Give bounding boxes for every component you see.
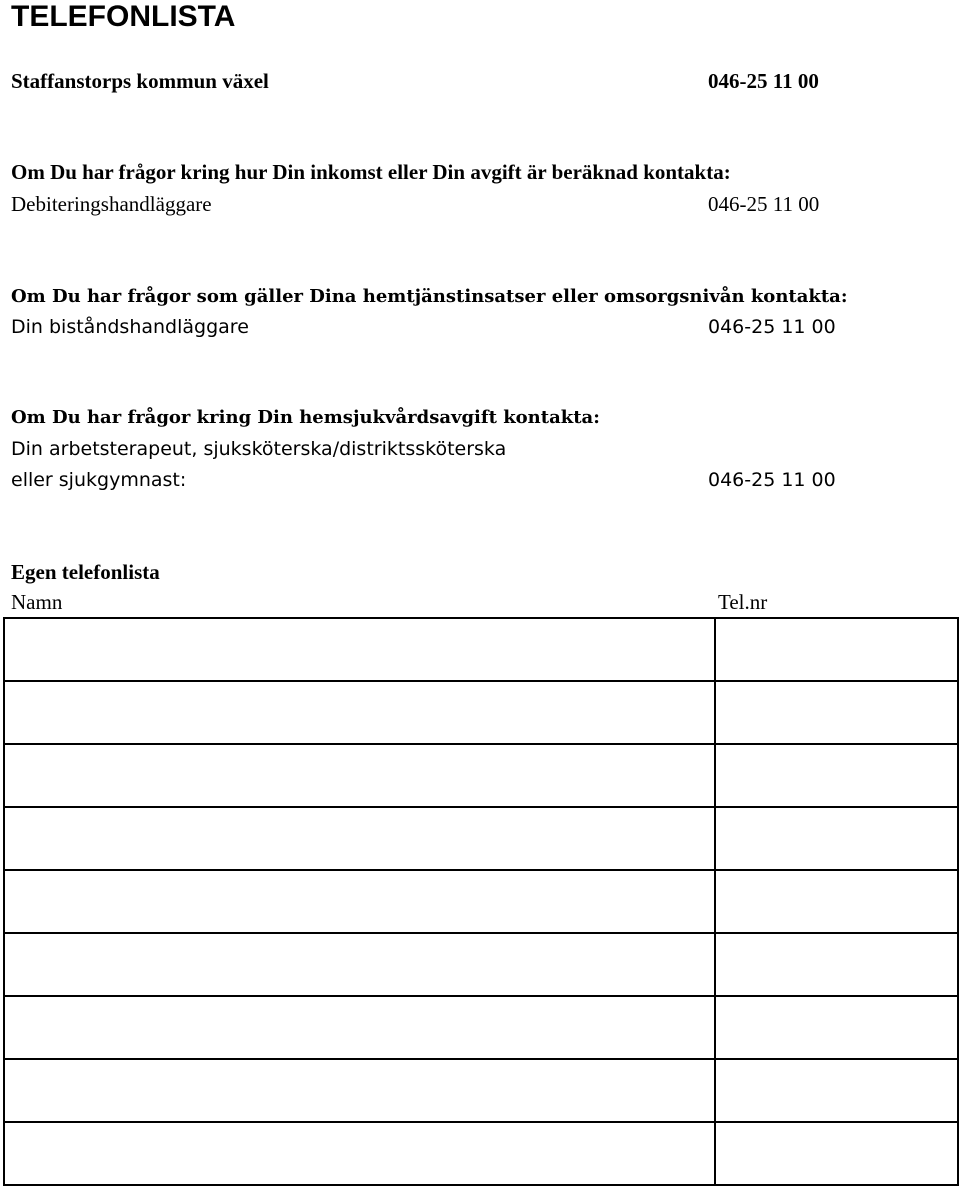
switchboard-number: 046-25 11 00 xyxy=(708,69,819,93)
phone-cell[interactable] xyxy=(715,996,958,1059)
name-cell[interactable] xyxy=(4,618,715,681)
table-row xyxy=(4,807,958,870)
name-cell[interactable] xyxy=(4,870,715,933)
income-number: 046-25 11 00 xyxy=(708,192,820,216)
table-row xyxy=(4,1122,958,1185)
health-care-number: 046-25 11 00 xyxy=(708,469,836,491)
phone-cell[interactable] xyxy=(715,933,958,996)
own-list-heading: Egen telefonlista xyxy=(11,560,160,584)
health-care-contact-line2: eller sjukgymnast: xyxy=(11,469,187,491)
table-row xyxy=(4,870,958,933)
name-cell[interactable] xyxy=(4,1122,715,1185)
phone-cell[interactable] xyxy=(715,1122,958,1185)
name-cell[interactable] xyxy=(4,1059,715,1122)
table-row xyxy=(4,681,958,744)
phone-cell[interactable] xyxy=(715,618,958,681)
name-cell[interactable] xyxy=(4,744,715,807)
table-row xyxy=(4,744,958,807)
phone-cell[interactable] xyxy=(715,1059,958,1122)
name-cell[interactable] xyxy=(4,807,715,870)
health-care-heading: Om Du har frågor kring Din hemsjukvårdsavgift kontakta: xyxy=(11,407,600,428)
phone-cell[interactable] xyxy=(715,681,958,744)
own-list-col-phone: Tel.nr xyxy=(718,590,768,614)
name-cell[interactable] xyxy=(4,681,715,744)
page-title: TELEFONLISTA xyxy=(11,0,236,33)
table-row xyxy=(4,996,958,1059)
own-phone-list-table xyxy=(3,617,959,1186)
table-row xyxy=(4,933,958,996)
phone-cell[interactable] xyxy=(715,807,958,870)
health-care-contact-line1: Din arbetsterapeut, sjuksköterska/distriktssköterska xyxy=(11,438,507,460)
name-cell[interactable] xyxy=(4,996,715,1059)
table-row xyxy=(4,1059,958,1122)
phone-cell[interactable] xyxy=(715,870,958,933)
income-contact: Debiteringshandläggare xyxy=(11,192,212,216)
phone-cell[interactable] xyxy=(715,744,958,807)
table-row xyxy=(4,618,958,681)
switchboard-label: Staffanstorps kommun växel xyxy=(11,69,269,93)
home-care-number: 046-25 11 00 xyxy=(708,316,836,338)
own-list-col-name: Namn xyxy=(11,590,63,614)
name-cell[interactable] xyxy=(4,933,715,996)
home-care-heading: Om Du har frågor som gäller Dina hemtjänstinsatser eller omsorgsnivån kontakta: xyxy=(11,286,848,307)
home-care-contact: Din biståndshandläggare xyxy=(11,316,249,338)
income-heading: Om Du har frågor kring hur Din inkomst eller Din avgift är beräknad kontakta: xyxy=(11,160,731,184)
